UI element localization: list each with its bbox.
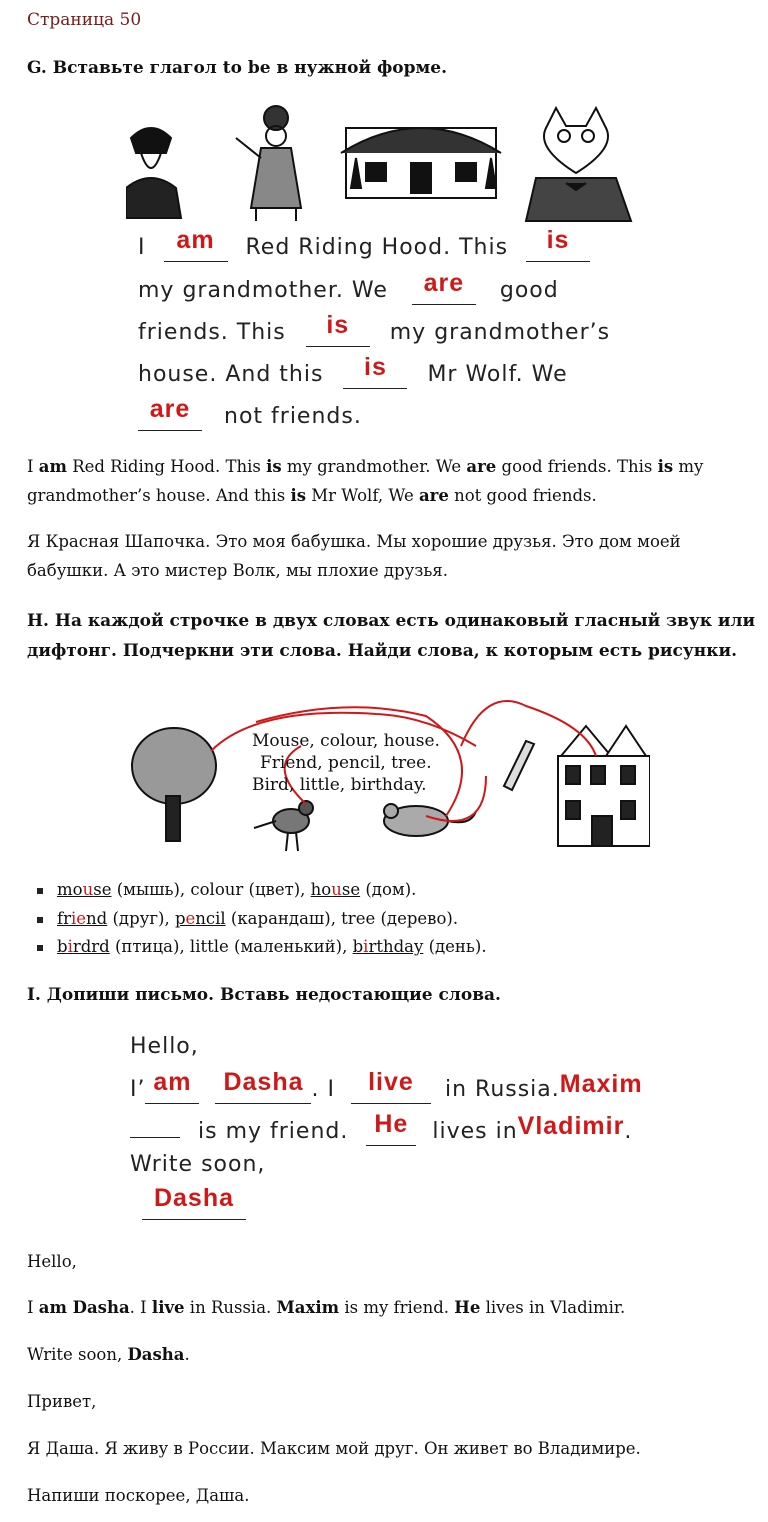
grandmother-figure <box>236 106 301 221</box>
g-answer-russian: Я Красная Шапочка. Это моя бабушка. Мы хорошие друзья. Это дом моей бабушки. А это мистер Волк, мы плохие друзья. <box>27 532 681 580</box>
letter-blank-2[interactable]: Dasha <box>215 1074 311 1104</box>
letter-line-4: Write soon, <box>130 1152 266 1177</box>
story-illustration <box>126 98 650 223</box>
letter-blank-3[interactable]: live <box>351 1074 431 1104</box>
exercise-line-4 <box>138 353 568 389</box>
line-text: good <box>499 278 559 303</box>
exercise-line-3 <box>138 311 611 347</box>
letter-blank-6[interactable]: Dasha <box>142 1190 246 1220</box>
word-line-1: Mouse, colour, house. <box>252 731 440 751</box>
list-item: friend (друг), pencil (карандаш), tree (дерево). <box>27 909 487 938</box>
line-text: not friends. <box>224 404 362 429</box>
g-answer-english: I am Red Riding Hood. This is my grandmother. We are good friends. This is my grandmother’s house. And this is Mr Wolf, We are not good friends. <box>27 457 704 505</box>
wolf-figure <box>526 108 631 221</box>
pencil-icon <box>504 741 534 790</box>
blank-4[interactable] <box>306 311 370 347</box>
letter-line-3: is my friend. He lives inVladimir. <box>130 1116 632 1146</box>
answer-am: am <box>176 226 215 254</box>
red-riding-hood-figure <box>126 128 181 218</box>
section-h-heading: H. На каждой строчке в двух словах есть одинаковый гласный звук или дифтонг. Подчеркни эти слова. Найди слова, к которым есть рисунки. <box>27 611 756 661</box>
answer-are: are <box>149 395 191 423</box>
line-text: house. And this <box>138 362 324 387</box>
tree-icon <box>132 728 216 841</box>
i-answer-body: I am Dasha. I live in Russia. Maxim is my friend. He lives in Vladimir. <box>27 1298 626 1317</box>
i-answer-hello: Hello, <box>27 1252 77 1271</box>
section-g-heading: G. Вставьте глагол to be в нужной форме. <box>27 58 448 78</box>
line-text: my grandmother. We <box>138 278 388 303</box>
answer-vladimir: Vladimir <box>517 1112 625 1140</box>
word-lines <box>252 730 440 796</box>
answer-maxim: Maxim <box>559 1070 643 1098</box>
answer-are: are <box>423 269 465 297</box>
answer-is: is <box>364 353 387 381</box>
blank-6[interactable] <box>138 395 202 431</box>
answer-is: is <box>546 226 570 254</box>
i-answer-ru-hello: Привет, <box>27 1392 97 1411</box>
section-i-heading: I. Допиши письмо. Вставь недостающие слова. <box>27 985 501 1005</box>
line-text: Red Riding Hood. This <box>245 235 509 260</box>
letter-blank-5[interactable]: He <box>366 1116 416 1146</box>
line-text: I <box>138 235 146 260</box>
letter-blank-1[interactable]: am <box>145 1074 199 1104</box>
line-text: friends. This <box>138 320 286 345</box>
vowel-illustration <box>126 686 650 858</box>
blank-3[interactable] <box>412 269 476 305</box>
line-text: my grandmother’s <box>389 320 611 345</box>
blank-2[interactable] <box>526 226 590 262</box>
letter-line-5 <box>142 1184 246 1220</box>
exercise-line-5 <box>138 395 362 431</box>
exercise-line-2 <box>138 269 559 305</box>
line-text: Mr Wolf. We <box>427 362 568 387</box>
list-item: mouse (мышь), colour (цвет), house (дом). <box>27 880 487 909</box>
cottage-figure <box>341 128 501 198</box>
tall-house-icon <box>558 726 650 846</box>
vowel-word-list <box>27 880 487 966</box>
letter-line-1: Hello, <box>130 1034 199 1059</box>
word-line-3: Bird, little, birthday. <box>252 775 427 795</box>
answer-is: is <box>326 311 350 339</box>
i-answer-ru-body: Я Даша. Я живу в России. Максим мой друг. Он живет во Владимире. <box>27 1439 641 1458</box>
letter-blank-4[interactable] <box>130 1137 180 1138</box>
blank-5[interactable] <box>343 353 407 389</box>
bird-icon <box>254 801 313 851</box>
list-item: birdrd (птица), little (маленький), birthday (день). <box>27 937 487 966</box>
word-line-2: Friend, pencil, tree. <box>260 753 432 773</box>
i-answer-ru-closing: Напиши поскорее, Даша. <box>27 1486 250 1505</box>
exercise-line-1 <box>138 226 590 262</box>
blank-1[interactable] <box>164 226 228 262</box>
letter-line-2: I’ am Dasha . I live in Russia.Maxim <box>130 1068 643 1102</box>
i-answer-closing: Write soon, Dasha. <box>27 1345 190 1364</box>
page-title: Страница 50 <box>27 10 142 30</box>
